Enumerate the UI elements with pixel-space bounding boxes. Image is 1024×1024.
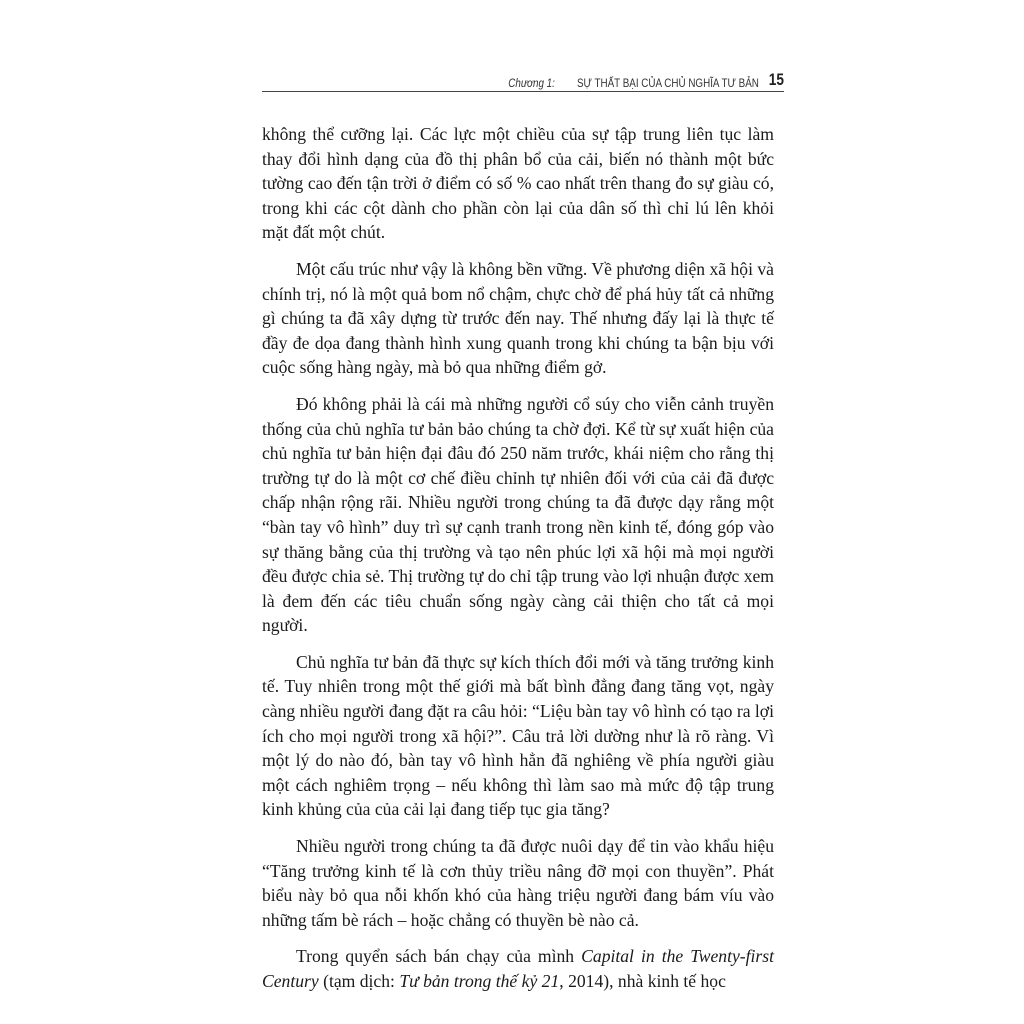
paragraph-6: [262, 944, 774, 993]
paragraph-1: không thể cưỡng lại. Các lực một chiều của sự tập trung liên tục làm thay đổi hình dạng của đồ thị phân bổ của cải, biến nó thành một bức tường cao đến tận trời ở điểm có số % cao nhất trên thang đo sự giàu có, trong khi các cột dành cho phần còn lại của dân số thì chỉ lú lên khỏi mặt đất một chút.: [262, 124, 774, 243]
paragraph-6-part1: Trong quyển sách bán chạy của mình: [296, 946, 582, 967]
translated-title: Tư bản trong thế kỷ 21: [399, 971, 560, 991]
paragraph-2: Một cấu trúc như vậy là không bền vững. Về phương diện xã hội và chính trị, nó là một quả bom nổ chậm, chực chờ để phá hủy tất cả những gì chúng ta đã xây dựng từ trước đến nay. Thế nhưng đấy lại là thực tế đầy đe dọa đang thành hình xung quanh trong khi chúng ta bận bịu với cuộc sống hàng ngày, mà bỏ qua những điểm gở.: [262, 258, 774, 378]
running-header: [262, 64, 784, 90]
chapter-title: SỰ THẤT BẠI CỦA CHỦ NGHĨA TƯ BẢN: [577, 76, 760, 90]
page-number: 15: [768, 70, 784, 89]
paragraph-5: Nhiều người trong chúng ta đã được nuôi dạy để tin vào khẩu hiệu “Tăng trưởng kinh tế là cơn thủy triều nâng đỡ mọi con thuyền”. Phát biểu này bỏ qua nỗi khốn khó của hàng triệu người đang bám víu vào những tấm bè rách – hoặc chẳng có thuyền bè nào cả.: [262, 836, 774, 930]
book-title: Capital in the Twenty-first Century: [262, 946, 774, 991]
paragraph-4: Chủ nghĩa tư bản đã thực sự kích thích đổi mới và tăng trưởng kinh tế. Tuy nhiên trong một thế giới mà bất bình đẳng đang tăng vọt, ngày càng nhiều người đang đặt ra câu hỏi: “Liệu bàn tay vô hình có tạo ra lợi ích cho mọi người trong xã hội?”. Câu trả lời dường như là rõ ràng. Vì một lý do nào đó, bàn tay vô hình hẳn đã nghiêng về phía người giàu một cách nghiêm trọng – nếu không thì làm sao mà mức độ tập trung kinh khủng của của cải lại đang tiếp tục gia tăng?: [262, 651, 774, 820]
paragraph-6-part3: , 2014), nhà kinh tế học: [559, 971, 726, 991]
paragraph-3: Đó không phải là cái mà những người cổ súy cho viễn cảnh truyền thống của chủ nghĩa tư bản bảo chúng ta chờ đợi. Kể từ sự xuất hiện của chủ nghĩa tư bản hiện đại đâu đó 250 năm trước, khái niệm cho rằng thị trường tự do là một cơ chế điều chỉnh tự nhiên đối với của cải đã được chấp nhận rộng rãi. Nhiều người trong chúng ta đã được dạy rằng một “bàn tay vô hình” duy trì sự cạnh tranh trong nền kinh tế, đóng góp vào sự thăng bằng của thị trường và tạo nên phúc lợi xã hội mà mọi người đều được chia sẻ. Thị trường tự do chỉ tập trung vào lợi nhuận được xem là đem đến các tiêu chuẩn sống ngày càng cải thiện cho tất cả mọi người.: [262, 393, 774, 636]
chapter-label: Chương 1:: [508, 76, 556, 90]
paragraph-6-part2: (tạm dịch:: [318, 971, 400, 991]
header-rule: [262, 91, 784, 92]
body-text: [262, 122, 774, 1006]
